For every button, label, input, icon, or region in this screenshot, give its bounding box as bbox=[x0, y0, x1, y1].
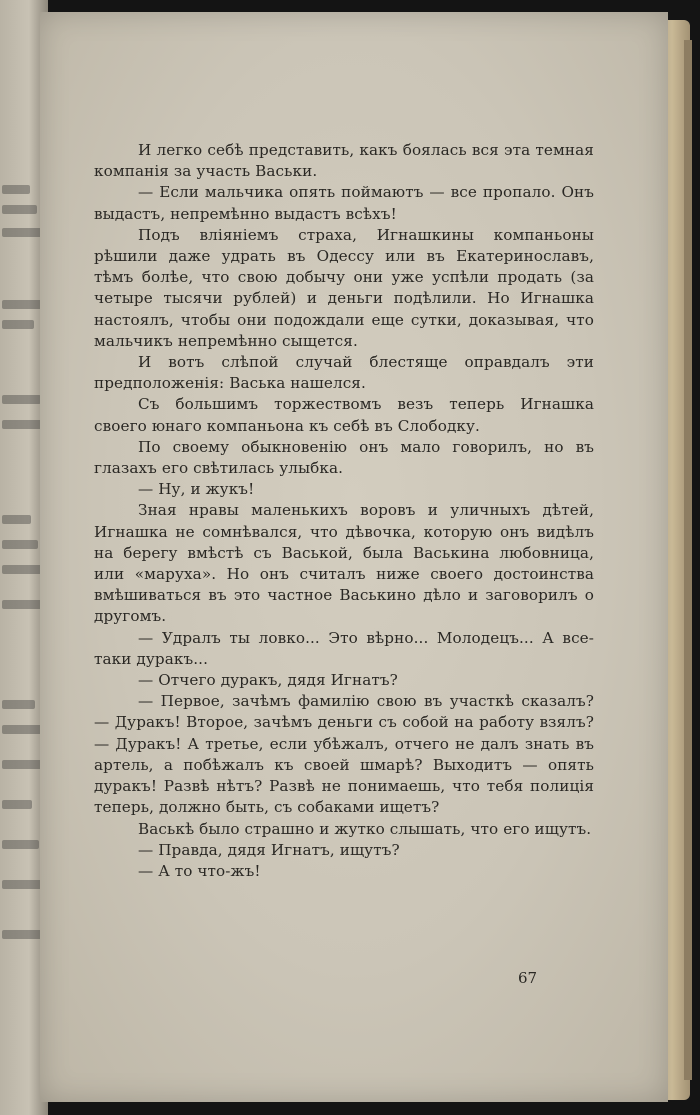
paragraph: — Отчего дуракъ, дядя Игнатъ? bbox=[138, 671, 398, 690]
page-number: 67 bbox=[518, 969, 538, 987]
facing-text-fragment bbox=[2, 395, 41, 404]
paragraph: — Правда, дядя Игнатъ, ищутъ? bbox=[138, 840, 400, 859]
facing-text-fragment bbox=[2, 205, 37, 214]
page-stack-shadow bbox=[684, 40, 692, 1080]
facing-text-fragment bbox=[2, 725, 42, 734]
paragraph: — Первое, зачѣмъ фамилію свою въ участкѣ сказалъ? — Дуракъ! Второе, зачѣмъ деньги съ собой на работу взялъ? — Дуракъ! А третье, если убѣжалъ, отчего не далъ знать въ артель, а побѣжалъ къ своей шмарѣ? Выходитъ — опять дуракъ! Развѣ нѣтъ? Развѣ не понимаешь, что тебя полиція теперь, должно быть, съ собаками ищетъ? bbox=[94, 692, 594, 817]
paragraph: — Если мальчика опять поймаютъ — все пропало. Онъ выдастъ, непремѣнно выдастъ всѣхъ! bbox=[94, 183, 594, 223]
paragraph: — Ну, и жукъ! bbox=[138, 480, 255, 499]
facing-text-fragment bbox=[2, 540, 38, 549]
facing-text-fragment bbox=[2, 800, 32, 809]
paragraph: Подъ вліяніемъ страха, Игнашкины компаньоны рѣшили даже удрать въ Одессу или въ Екатеринославъ, тѣмъ болѣе, что свою добычу они уже успѣли продать (за четыре тысячи рублей) и деньги подѣлили. Но Игнашка настоялъ, чтобы они подождали еще сутки, доказывая, что мальчикъ непремѣнно сыщется. bbox=[94, 225, 594, 350]
paragraph: Зная нравы маленькихъ воровъ и уличныхъ дѣтей, Игнашка не сомнѣвался, что дѣвочка, которую онъ видѣлъ на берегу вмѣстѣ съ Васькой, была Васькина любовница, или «маруха». Но онъ считалъ ниже своего достоинства вмѣшиваться въ это частное Васькино дѣло и заговорилъ о другомъ. bbox=[94, 501, 594, 626]
facing-text-fragment bbox=[2, 515, 31, 524]
book-page bbox=[40, 12, 668, 1102]
facing-text-fragment bbox=[2, 228, 44, 237]
facing-text-fragment bbox=[2, 185, 30, 194]
facing-text-fragment bbox=[2, 840, 39, 849]
paragraph: Съ большимъ торжествомъ везъ теперь Игнашка своего юнаго компаньона къ себѣ въ Слободку. bbox=[94, 395, 594, 435]
paragraph: — Удралъ ты ловко... Это вѣрно... Молодецъ... А все-таки дуракъ... bbox=[94, 628, 594, 668]
paragraph: По своему обыкновенію онъ мало говорилъ, но въ глазахъ его свѣтилась улыбка. bbox=[94, 437, 594, 478]
body-text bbox=[94, 140, 594, 882]
facing-text-fragment bbox=[2, 320, 34, 329]
facing-text-fragment bbox=[2, 565, 45, 574]
facing-text-fragment bbox=[2, 700, 35, 709]
paragraph: И легко себѣ представить, какъ боялась вся эта темная компанія за участь Васьки. bbox=[94, 141, 594, 181]
paragraph: Васькѣ было страшно и жутко слышать, что его ищутъ. bbox=[138, 819, 592, 838]
paragraph: И вотъ слѣпой случай блестяще оправдалъ эти предположенія: Васька нашелся. bbox=[94, 353, 594, 393]
paragraph: — А то что-жъ! bbox=[138, 861, 261, 880]
